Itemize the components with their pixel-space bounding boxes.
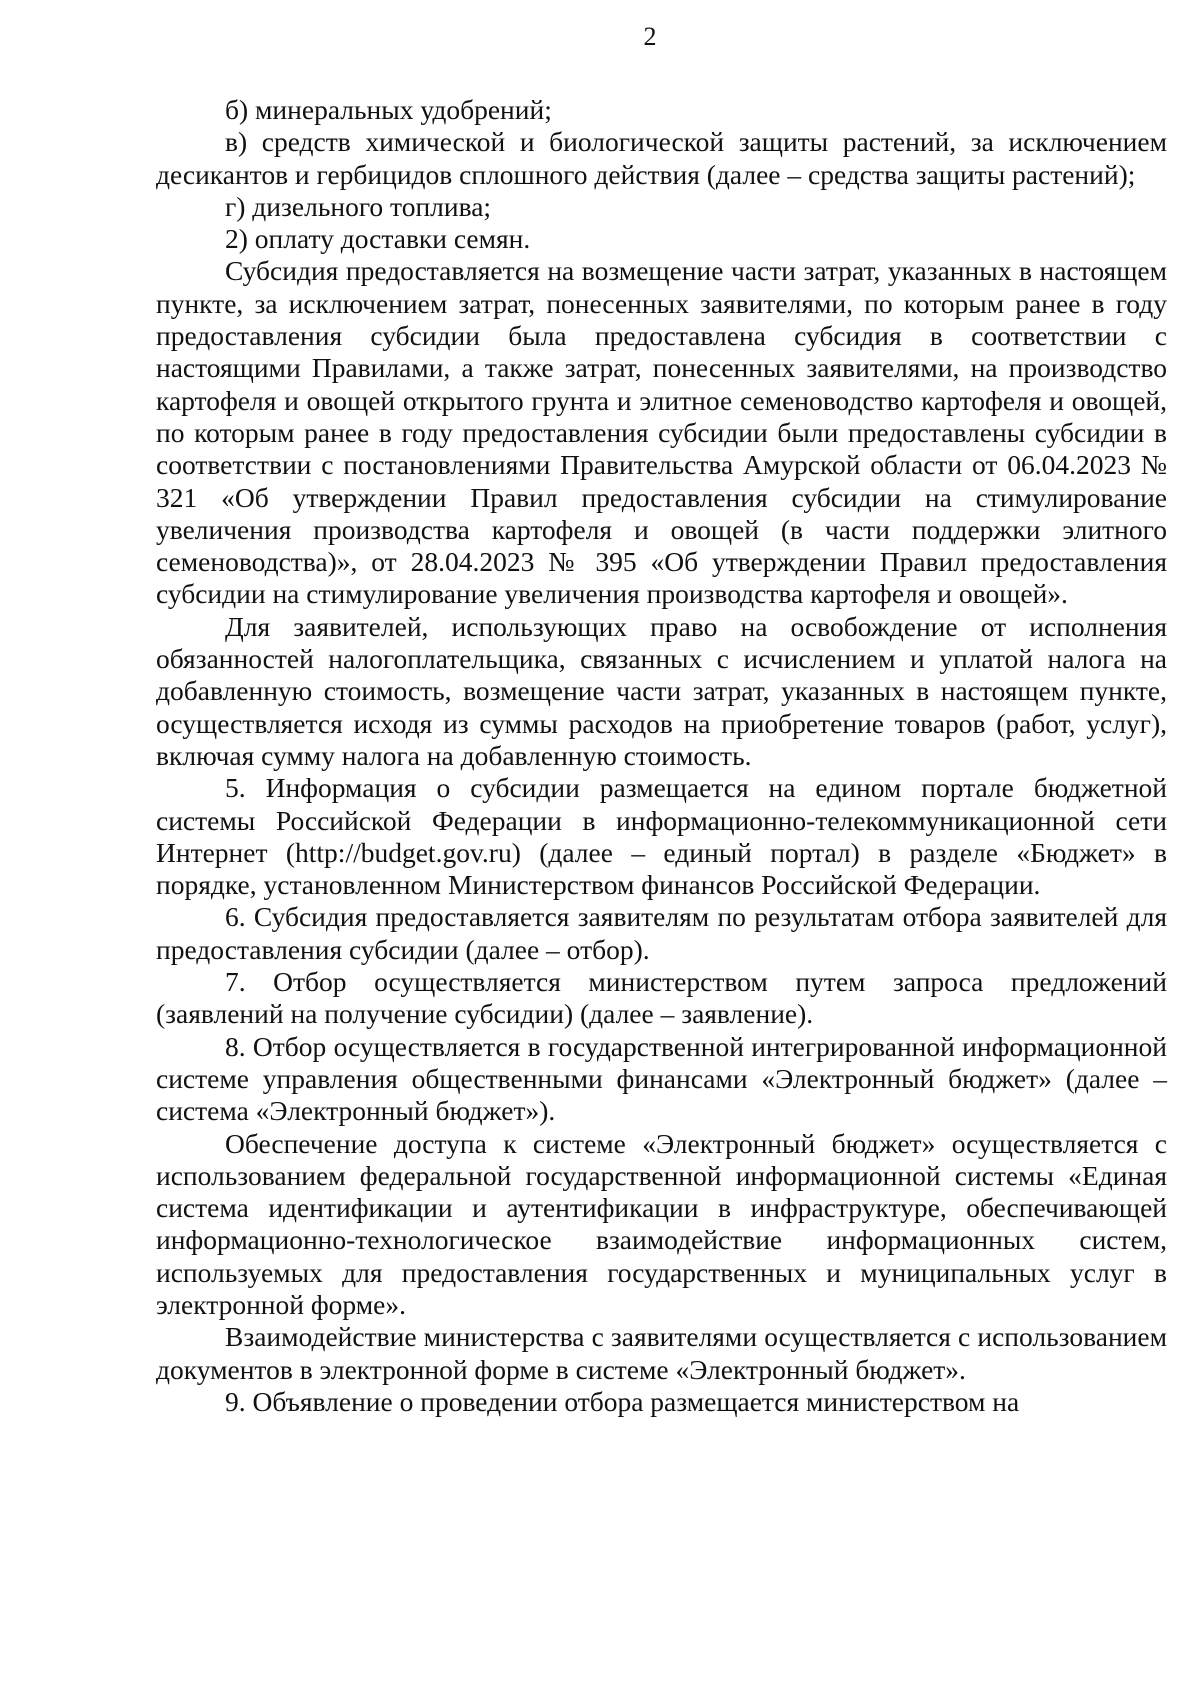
paragraph-vat-exempt: Для заявителей, использующих право на освобождение от исполнения обязанностей налогоплательщика, связанных с исчислением и уплатой налога на добавленную стоимость, возмещение части затрат, указанных в настоящем пункте, осуществляется исходя из суммы расходов на приобретение товаров (работ, услуг), включая сумму налога на добавленную стоимость. (156, 610, 1167, 771)
document-body (156, 94, 1167, 1418)
paragraph-subsidy-compensation: Субсидия предоставляется на возмещение части затрат, указанных в настоящем пункте, за исключением затрат, понесенных заявителями, по которым ранее в году предоставления субсидии была предоставлена субсидия в соответствии с настоящими Правилами, а также затрат, понесенных заявителями, на производство картофеля и овощей открытого грунта и элитное семеноводство картофеля и овощей, по которым ранее в году предоставления субсидии были предоставлены субсидии в соответствии с постановлениями Правительства Амурской области от 06.04.2023 № 321 «Об утверждении Правил предоставления субсидии на стимулирование увеличения производства картофеля и овощей (в части поддержки элитного семеноводства)», от 28.04.2023 № 395 «Об утверждении Правил предоставления субсидии на стимулирование увеличения производства картофеля и овощей». (156, 255, 1167, 610)
paragraph-item-g: г) дизельного топлива; (225, 190, 492, 222)
page-number: 2 (643, 22, 657, 51)
paragraph-item-v: в) средств химической и биологической защиты растений, за исключением десикантов и гербицидов сплошного действия (далее – средства защиты растений); (156, 126, 1167, 190)
paragraph-access-ebudget: Обеспечение доступа к системе «Электронный бюджет» осуществляется с использованием федеральной государственной информационной системы «Единая система идентификации и аутентификации в инфраструктуре, обеспечивающей информационно-технологическое взаимодействие информационных систем, используемых для предоставления государственных и муниципальных услуг в электронной форме». (156, 1127, 1167, 1320)
paragraph-point-7: 7. Отбор осуществляется министерством путем запроса предложений (заявлений на получение субсидии) (далее – заявление). (156, 966, 1167, 1030)
paragraph-item-2: 2) оплату доставки семян. (225, 223, 531, 255)
paragraph-point-9: 9. Объявление о проведении отбора размещается министерством на (225, 1385, 1020, 1417)
paragraph-interaction: Взаимодействие министерства с заявителями осуществляется с использованием документов в электронной форме в системе «Электронный бюджет». (156, 1321, 1167, 1385)
paragraph-point-8: 8. Отбор осуществляется в государственной интегрированной информационной системе управления общественными финансами «Электронный бюджет» (далее – система «Электронный бюджет»). (156, 1030, 1167, 1127)
paragraph-point-5: 5. Информация о субсидии размещается на едином портале бюджетной системы Российской Федерации в информационно-телекоммуникационной сети Интернет (http://budget.gov.ru) (далее – единый портал) в разделе «Бюджет» в порядке, установленном Министерством финансов Российской Федерации. (156, 772, 1167, 901)
paragraph-point-6: 6. Субсидия предоставляется заявителям по результатам отбора заявителей для предоставления субсидии (далее – отбор). (156, 901, 1167, 965)
paragraph-item-b: б) минеральных удобрений; (225, 94, 552, 125)
